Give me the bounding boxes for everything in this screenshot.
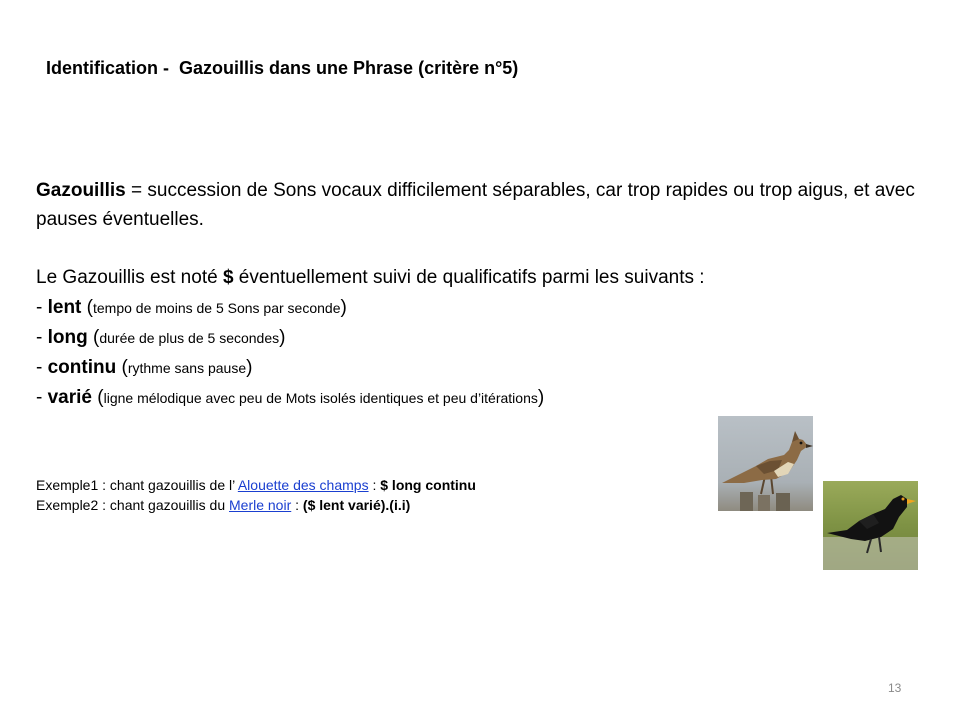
notation-symbol: $ — [222, 267, 234, 288]
qualifier-term: long — [47, 327, 88, 348]
alouette-link[interactable]: Alouette des champs — [237, 477, 369, 493]
qualifier-item: - varié (ligne mélodique avec peu de Mots isolés identiques et peu d’itérations) — [36, 387, 545, 408]
example-result: $ long continu — [380, 477, 476, 493]
qualifier-term: continu — [47, 357, 117, 378]
qualifier-item: - lent (tempo de moins de 5 Sons par seconde) — [36, 297, 347, 318]
example-line: Exemple1 : chant gazouillis de l’ Alouette des champs : $ long continu — [36, 477, 476, 493]
qualifier-term: lent — [47, 297, 82, 318]
notation-after: éventuellement suivi de qualificatifs parmi les suivants : — [233, 267, 705, 288]
examples — [36, 475, 476, 515]
title-right: Gazouillis dans une Phrase (critère n°5) — [179, 58, 519, 78]
qualifier-item: - continu (rythme sans pause) — [36, 357, 253, 378]
qualifier-note: tempo de moins de 5 Sons par seconde — [93, 300, 341, 316]
merle-link[interactable]: Merle noir — [229, 497, 292, 513]
title-left: Identification - — [46, 58, 169, 78]
page-number: 13 — [888, 681, 902, 695]
skylark-photo — [718, 416, 813, 511]
example-line: Exemple2 : chant gazouillis du Merle noir : ($ lent varié).(i.i) — [36, 497, 411, 513]
qualifier-item: - long (durée de plus de 5 secondes) — [36, 327, 286, 348]
definition-text: = succession de Sons vocaux difficilement séparables, car trop rapides ou trop aigus, et avec pauses éventuelles. — [36, 180, 915, 230]
notation-intro — [36, 263, 916, 292]
blackbird-photo — [823, 481, 918, 570]
qualifier-note: ligne mélodique avec peu de Mots isolés identiques et peu d’itérations — [103, 390, 538, 406]
notation-before: Le Gazouillis est noté — [36, 267, 223, 288]
example-result: ($ lent varié).(i.i) — [302, 497, 411, 513]
definition — [36, 176, 916, 234]
qualifier-note: rythme sans pause — [127, 360, 247, 376]
qualifier-list — [36, 293, 544, 413]
qualifier-note: durée de plus de 5 secondes — [99, 330, 280, 346]
slide-title — [46, 58, 518, 79]
qualifier-term: varié — [47, 387, 92, 408]
definition-term: Gazouillis — [36, 180, 126, 201]
